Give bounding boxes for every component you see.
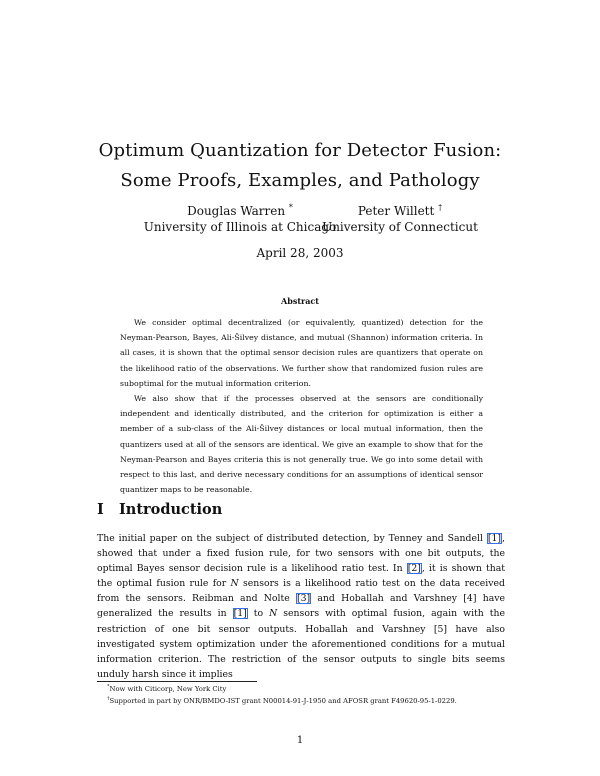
footnote-2 (107, 696, 507, 706)
author-footnote-mark: * (288, 203, 293, 212)
footnote-rule (97, 681, 257, 682)
author-affiliation: University of Connecticut (322, 220, 478, 234)
intro-text: The initial paper on the subject of distributed detection, by Tenney and Sandell (97, 533, 487, 544)
abstract-body (120, 315, 483, 497)
intro-paragraph (97, 531, 505, 682)
section-heading (97, 500, 222, 520)
citation-link[interactable]: [2] (407, 563, 421, 575)
title-line-1: Optimum Quantization for Detector Fusion: (98, 140, 502, 161)
math-symbol: N (269, 608, 278, 620)
citation-link[interactable]: [3] (296, 593, 311, 605)
math-symbol: N (230, 578, 239, 590)
intro-text: sensors is a likelihood ratio test on the data received from the sensors. Reibman and Nolte (97, 578, 505, 605)
author-affiliation: University of Illinois at Chicago (143, 220, 337, 234)
author-block-2 (300, 203, 500, 235)
section-number: I (97, 501, 104, 518)
paper-date: April 28, 2003 (256, 246, 344, 260)
intro-text: , showed that under a fixed fusion rule, for two sensors with one bit outputs, the optimal Bayes sensor decision rule is a likelihood ratio test. In (97, 533, 505, 575)
intro-text: sensors with optimal fusion, again with the restriction of one bit sensor outputs. Hoballah and Varshney [5] have also investigated system optimization under the aforementioned conditions for a mutual information criterion. The restriction of the sensor outputs to single bits seems unduly harsh since it implies (97, 608, 505, 680)
citation-link[interactable]: [1] (487, 533, 502, 544)
intro-text: , it is shown that the optimal fusion rule for (97, 563, 505, 590)
footnote-1 (107, 684, 507, 694)
footnote-text: Supported in part by ONR/BMDO-IST grant N00014-91-J-1950 and AFOSR grant F49620-95-1-0229. (109, 697, 457, 705)
abstract-paragraph-1: We consider optimal decentralized (or equivalently, quantized) detection for the Neyman-Pearson, Bayes, Ali-Šilvey distance, and mutual (Shannon) information criteria. In all cases, it is shown that the optimal sensor decision rules are quantizers that operate on the likelihood ratio of the observations. We further show that randomized fusion rules are suboptimal for the mutual information criterion. (120, 318, 483, 388)
intro-text: to (247, 608, 270, 620)
page-number: 1 (296, 735, 304, 746)
abstract-heading: Abstract (281, 296, 319, 306)
author-name-line (300, 203, 500, 219)
abstract-paragraph-2: We also show that if the processes observed at the sensors are conditionally independent and identically distributed, and the criterion for optimization is either a member of a sub-class of the Ali-Šilvey distances or local mutual information, then the quantizers used at all of the sensors are identical. We give an example to show that for the Neyman-Pearson and Bayes criteria this is not generally true. We go into some detail with respect to this last, and derive necessary conditions for an assumptions of identical sensor quantizer maps to be reasonable. (120, 394, 483, 495)
author-name: Douglas Warren (187, 204, 286, 218)
footnote-mark: * (107, 683, 110, 690)
intro-text: and Hoballah and Varshney [4] have generalized the results in (97, 593, 505, 620)
intro-body (97, 531, 505, 682)
author-name: Peter Willett (357, 204, 435, 218)
title-line-2: Some Proofs, Examples, and Pathology (120, 170, 480, 191)
citation-link[interactable]: [1] (233, 608, 247, 620)
section-title: Introduction (119, 501, 223, 518)
footnote-text: Now with Citicorp, New York City (109, 685, 227, 693)
footnote-mark: † (107, 695, 110, 702)
author-footnote-mark: † (438, 203, 443, 212)
